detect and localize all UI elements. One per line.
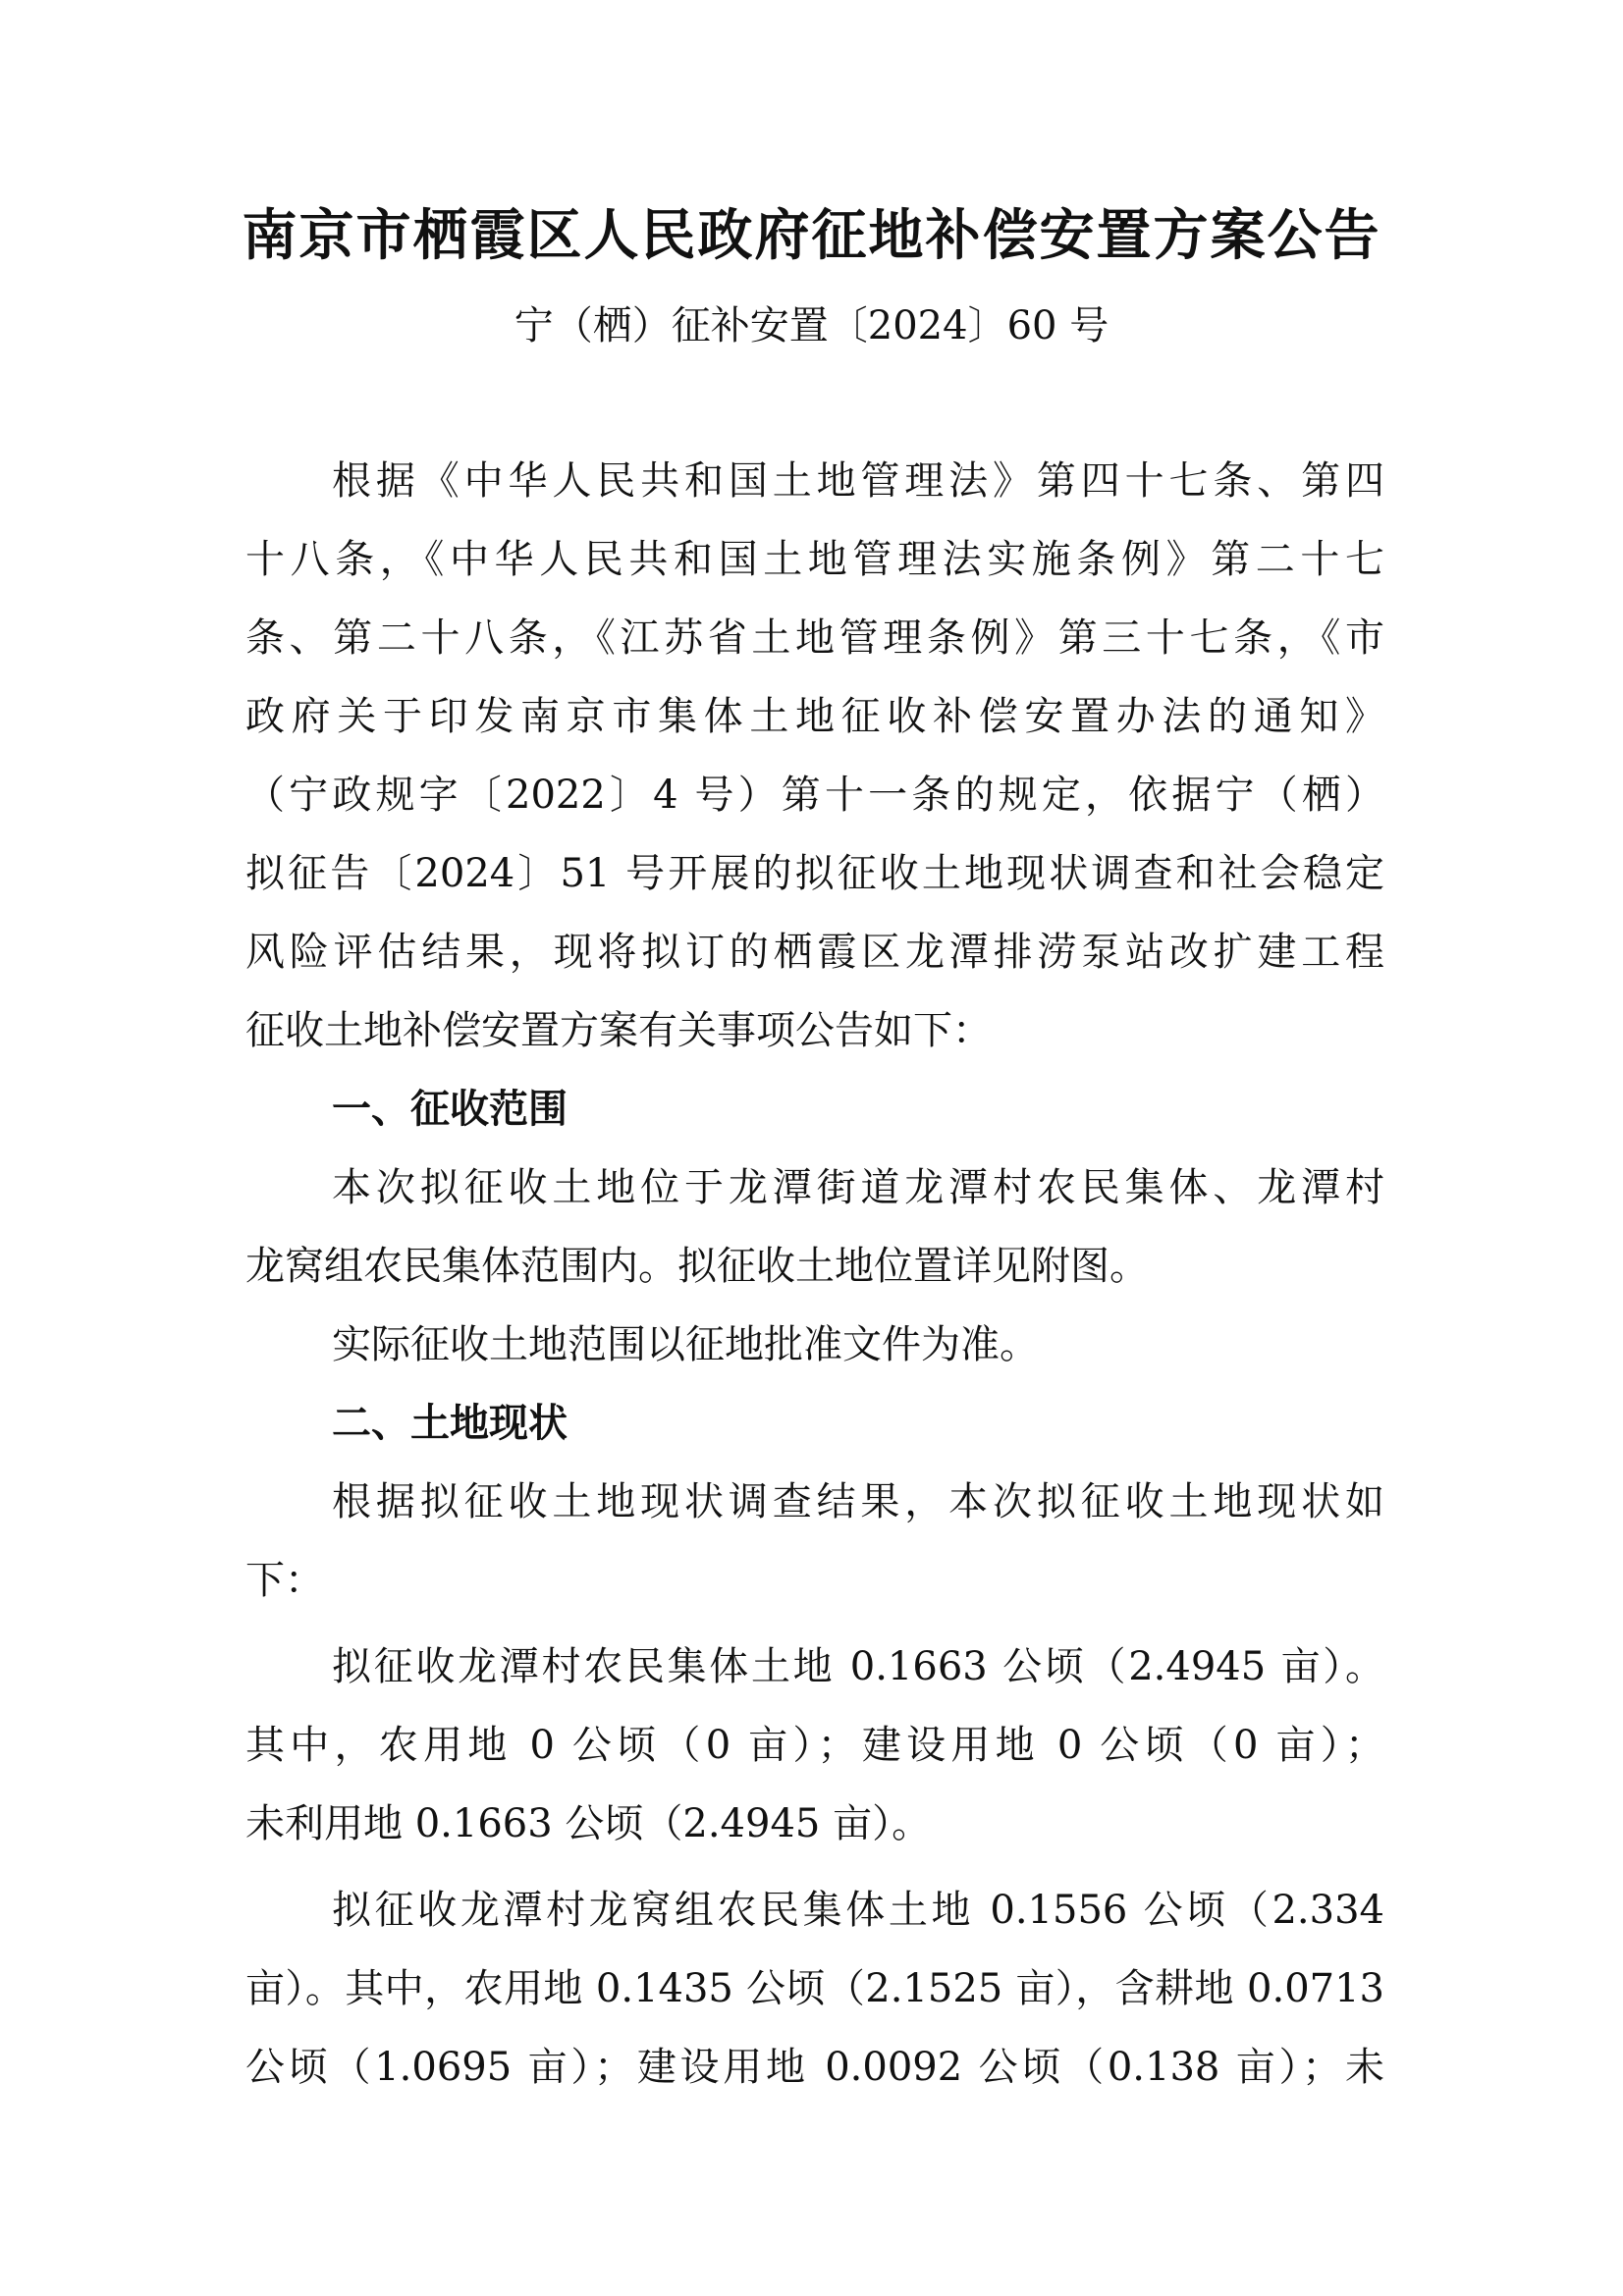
paragraph-longtan-village-line-1: 拟征收龙潭村农民集体土地 0.1663 公顷（2.4945 亩）。	[332, 1644, 1384, 1689]
paragraph-longwo-group-line-1: 拟征收龙潭村龙窝组农民集体土地 0.1556 公顷（2.334	[332, 1888, 1384, 1933]
paragraph-scope-line-2: 龙窝组农民集体范围内。拟征收土地位置详见附图。	[245, 1244, 1149, 1289]
paragraph-basis-line-8: 征收土地补偿安置方案有关事项公告如下：	[245, 1008, 992, 1053]
section-heading-land-status: 二、土地现状	[332, 1401, 568, 1446]
paragraph-basis-line-2: 十八条，《中华人民共和国土地管理法实施条例》第二十七	[245, 537, 1384, 582]
paragraph-longwo-group-line-2: 亩）。其中，农用地 0.1435 公顷（2.1525 亩），含耕地 0.0713	[245, 1966, 1384, 2011]
paragraph-basis-line-5: （宁政规字〔2022〕4 号）第十一条的规定，依据宁（栖）	[245, 773, 1384, 818]
paragraph-basis-line-6: 拟征告〔2024〕51 号开展的拟征收土地现状调查和社会稳定	[245, 851, 1384, 896]
paragraph-status-line-1: 根据拟征收土地现状调查结果，本次拟征收土地现状如	[332, 1479, 1384, 1524]
paragraph-scope-line-1: 本次拟征收土地位于龙潭街道龙潭村农民集体、龙潭村	[332, 1165, 1384, 1210]
paragraph-longwo-group-line-3: 公顷（1.0695 亩）；建设用地 0.0092 公顷（0.138 亩）；未	[245, 2045, 1384, 2090]
paragraph-basis-line-1: 根据《中华人民共和国土地管理法》第四十七条、第四	[332, 458, 1384, 504]
paragraph-scope-note: 实际征收土地范围以征地批准文件为准。	[332, 1322, 1039, 1367]
document-title: 南京市栖霞区人民政府征地补偿安置方案公告	[242, 203, 1381, 268]
paragraph-longtan-village-line-2: 其中，农用地 0 公顷（0 亩）；建设用地 0 公顷（0 亩）；	[245, 1723, 1384, 1768]
paragraph-longtan-village-line-3: 未利用地 0.1663 公顷（2.4945 亩）。	[245, 1801, 932, 1846]
paragraph-gap	[245, 1620, 1384, 1628]
paragraph-basis-line-3: 条、第二十八条，《江苏省土地管理条例》第三十七条，《市	[245, 615, 1384, 661]
paragraph-basis-line-7: 风险评估结果，现将拟订的栖霞区龙潭排涝泵站改扩建工程	[245, 930, 1384, 975]
paragraph-status-line-2: 下：	[245, 1558, 324, 1603]
section-heading-scope: 一、征收范围	[332, 1087, 568, 1132]
paragraph-gap	[245, 1863, 1384, 1871]
document-body	[245, 442, 1384, 2107]
paragraph-basis-line-4: 政府关于印发南京市集体土地征收补偿安置办法的通知》	[245, 694, 1384, 739]
document-number: 宁（栖）征补安置〔2024〕60 号	[514, 303, 1109, 348]
